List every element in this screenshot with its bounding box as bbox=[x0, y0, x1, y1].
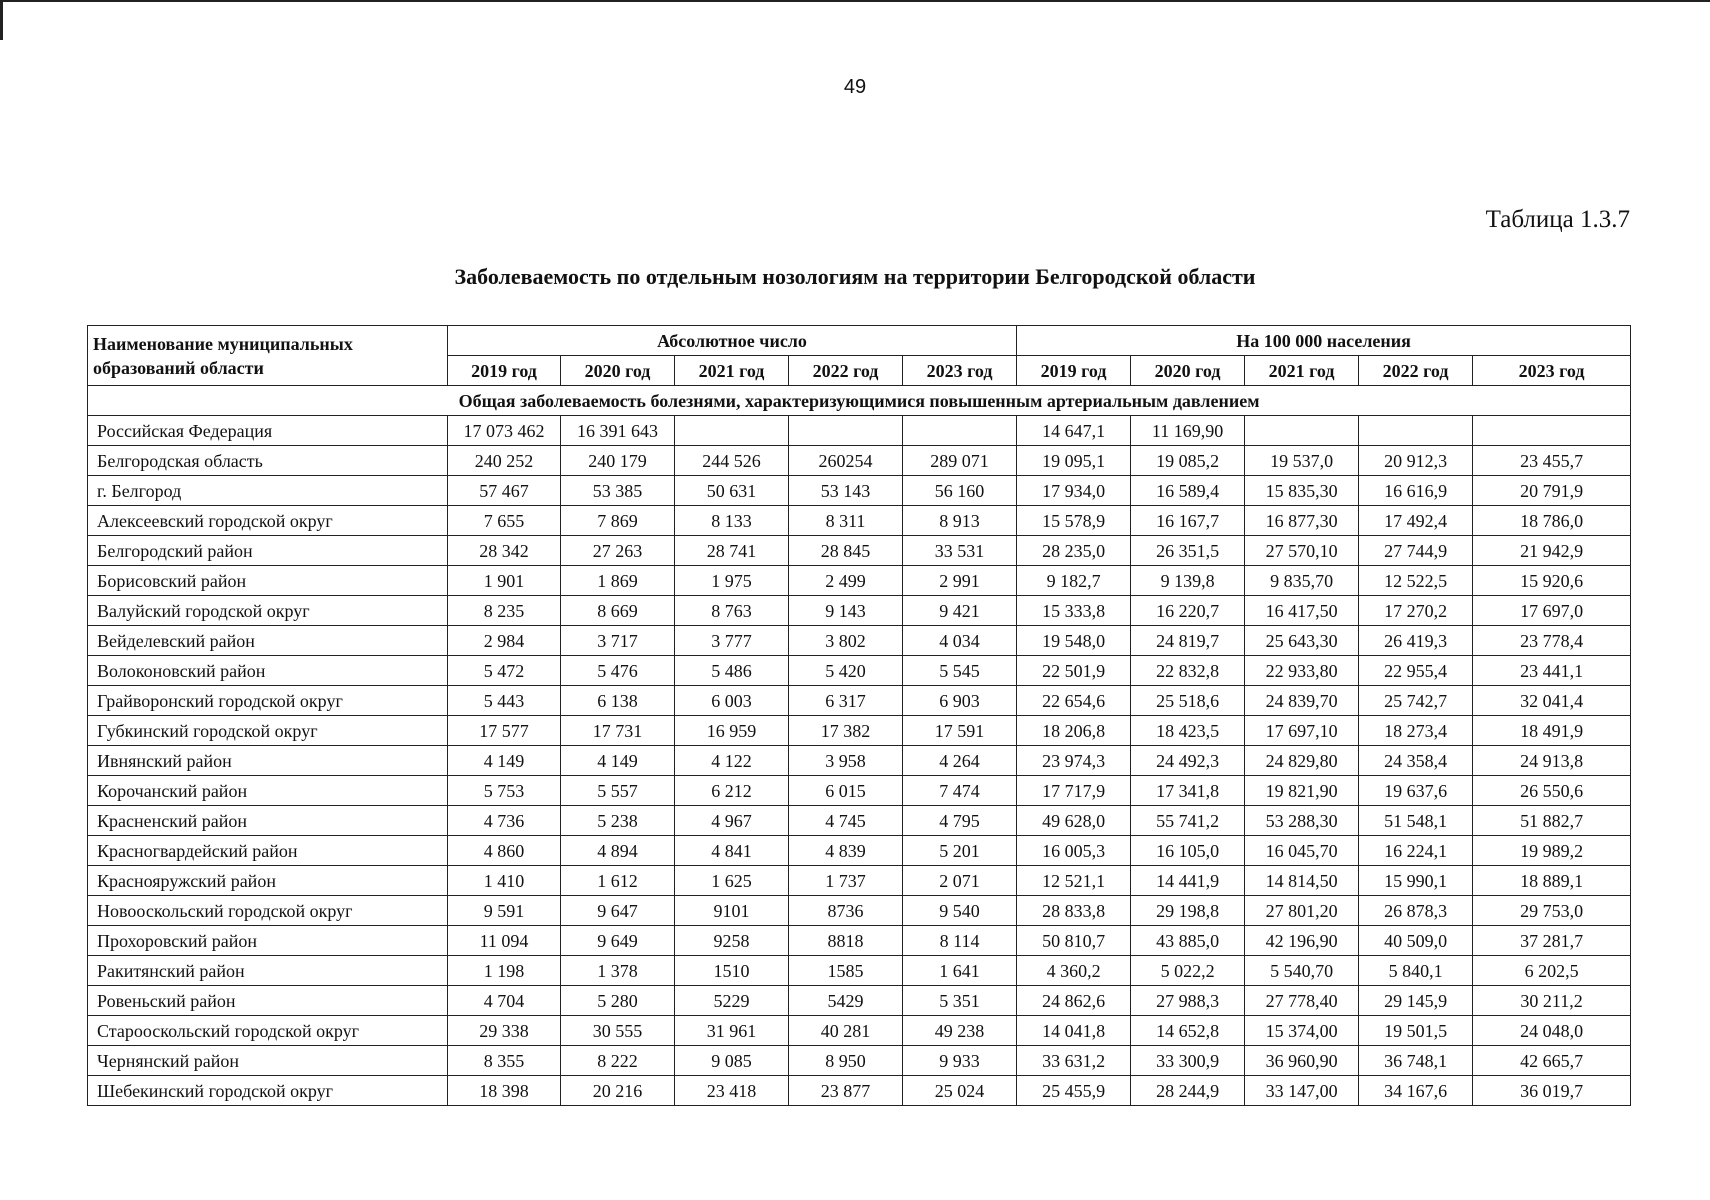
rate-value-cell: 22 832,8 bbox=[1131, 656, 1245, 686]
absolute-value-cell: 23 877 bbox=[789, 1076, 903, 1106]
absolute-value-cell: 56 160 bbox=[903, 476, 1017, 506]
absolute-value-cell: 5 753 bbox=[448, 776, 561, 806]
absolute-value-cell: 4 149 bbox=[561, 746, 675, 776]
rate-value-cell: 12 521,1 bbox=[1017, 866, 1131, 896]
year-header: 2021 год bbox=[675, 356, 789, 386]
municipality-name-cell: Старооскольский городской округ bbox=[88, 1016, 448, 1046]
rate-value-cell: 17 270,2 bbox=[1359, 596, 1473, 626]
rate-value-cell: 23 455,7 bbox=[1473, 446, 1631, 476]
rate-value-cell: 24 862,6 bbox=[1017, 986, 1131, 1016]
municipality-name-cell: Шебекинский городской округ bbox=[88, 1076, 448, 1106]
rate-value-cell: 5 540,70 bbox=[1245, 956, 1359, 986]
rate-value-cell: 16 220,7 bbox=[1131, 596, 1245, 626]
absolute-value-cell: 8818 bbox=[789, 926, 903, 956]
absolute-value-cell: 4 736 bbox=[448, 806, 561, 836]
absolute-value-cell: 40 281 bbox=[789, 1016, 903, 1046]
absolute-value-cell: 5 472 bbox=[448, 656, 561, 686]
absolute-value-cell: 1 625 bbox=[675, 866, 789, 896]
section-row bbox=[88, 386, 1631, 416]
absolute-value-cell: 4 860 bbox=[448, 836, 561, 866]
absolute-value-cell: 3 717 bbox=[561, 626, 675, 656]
rate-value-cell: 22 933,80 bbox=[1245, 656, 1359, 686]
absolute-value-cell: 5 238 bbox=[561, 806, 675, 836]
absolute-value-cell: 240 179 bbox=[561, 446, 675, 476]
municipality-name-cell: Ивнянский район bbox=[88, 746, 448, 776]
rate-value-cell: 19 537,0 bbox=[1245, 446, 1359, 476]
table-row bbox=[88, 596, 1631, 626]
absolute-value-cell: 1 410 bbox=[448, 866, 561, 896]
absolute-value-cell: 28 342 bbox=[448, 536, 561, 566]
rate-value-cell: 26 878,3 bbox=[1359, 896, 1473, 926]
absolute-value-cell: 6 003 bbox=[675, 686, 789, 716]
section-title: Общая заболеваемость болезнями, характеризующимися повышенным артериальным давлением bbox=[88, 386, 1631, 416]
rate-value-cell: 49 628,0 bbox=[1017, 806, 1131, 836]
absolute-value-cell: 4 894 bbox=[561, 836, 675, 866]
absolute-number-group-header: Абсолютное число bbox=[448, 326, 1017, 356]
absolute-value-cell: 33 531 bbox=[903, 536, 1017, 566]
rate-value-cell: 27 744,9 bbox=[1359, 536, 1473, 566]
municipality-name-cell: г. Белгород bbox=[88, 476, 448, 506]
absolute-value-cell: 8 913 bbox=[903, 506, 1017, 536]
table-row bbox=[88, 746, 1631, 776]
absolute-value-cell: 8736 bbox=[789, 896, 903, 926]
municipality-name-cell: Красненский район bbox=[88, 806, 448, 836]
rate-value-cell: 16 005,3 bbox=[1017, 836, 1131, 866]
rate-value-cell: 29 145,9 bbox=[1359, 986, 1473, 1016]
municipality-name-cell: Белгородская область bbox=[88, 446, 448, 476]
rate-value-cell: 42 665,7 bbox=[1473, 1046, 1631, 1076]
rate-value-cell: 20 912,3 bbox=[1359, 446, 1473, 476]
rate-value-cell: 27 778,40 bbox=[1245, 986, 1359, 1016]
absolute-value-cell: 1 378 bbox=[561, 956, 675, 986]
rate-value-cell: 27 570,10 bbox=[1245, 536, 1359, 566]
absolute-value-cell: 6 212 bbox=[675, 776, 789, 806]
rate-value-cell: 17 697,10 bbox=[1245, 716, 1359, 746]
rate-value-cell: 15 333,8 bbox=[1017, 596, 1131, 626]
absolute-value-cell: 18 398 bbox=[448, 1076, 561, 1106]
rate-value-cell: 15 374,00 bbox=[1245, 1016, 1359, 1046]
rate-value-cell: 25 455,9 bbox=[1017, 1076, 1131, 1106]
absolute-value-cell: 4 149 bbox=[448, 746, 561, 776]
rate-value-cell: 18 491,9 bbox=[1473, 716, 1631, 746]
absolute-value-cell: 9 649 bbox=[561, 926, 675, 956]
rate-value-cell: 14 441,9 bbox=[1131, 866, 1245, 896]
absolute-value-cell: 5 351 bbox=[903, 986, 1017, 1016]
table-row bbox=[88, 506, 1631, 536]
absolute-value-cell: 16 391 643 bbox=[561, 416, 675, 446]
absolute-value-cell: 9101 bbox=[675, 896, 789, 926]
rate-value-cell: 36 019,7 bbox=[1473, 1076, 1631, 1106]
table-row bbox=[88, 836, 1631, 866]
rate-value-cell: 18 206,8 bbox=[1017, 716, 1131, 746]
absolute-value-cell: 7 655 bbox=[448, 506, 561, 536]
rate-value-cell: 24 048,0 bbox=[1473, 1016, 1631, 1046]
rate-value-cell: 42 196,90 bbox=[1245, 926, 1359, 956]
rate-value-cell bbox=[1359, 416, 1473, 446]
rate-value-cell: 22 955,4 bbox=[1359, 656, 1473, 686]
rate-value-cell: 55 741,2 bbox=[1131, 806, 1245, 836]
absolute-value-cell: 29 338 bbox=[448, 1016, 561, 1046]
absolute-value-cell: 5429 bbox=[789, 986, 903, 1016]
absolute-value-cell: 28 845 bbox=[789, 536, 903, 566]
rate-value-cell: 15 990,1 bbox=[1359, 866, 1473, 896]
municipality-name-cell: Ровеньский район bbox=[88, 986, 448, 1016]
rate-value-cell: 24 829,80 bbox=[1245, 746, 1359, 776]
page-left-scan-mark bbox=[0, 0, 3, 40]
table-row bbox=[88, 956, 1631, 986]
absolute-value-cell: 1 901 bbox=[448, 566, 561, 596]
rate-value-cell: 17 492,4 bbox=[1359, 506, 1473, 536]
absolute-value-cell: 8 669 bbox=[561, 596, 675, 626]
rate-value-cell: 20 791,9 bbox=[1473, 476, 1631, 506]
rate-value-cell: 18 786,0 bbox=[1473, 506, 1631, 536]
per-100000-group-header: На 100 000 населения bbox=[1017, 326, 1631, 356]
rate-value-cell: 17 717,9 bbox=[1017, 776, 1131, 806]
rate-value-cell: 11 169,90 bbox=[1131, 416, 1245, 446]
municipality-name-cell: Вейделевский район bbox=[88, 626, 448, 656]
table-body bbox=[88, 386, 1631, 1106]
absolute-value-cell: 16 959 bbox=[675, 716, 789, 746]
absolute-value-cell: 8 950 bbox=[789, 1046, 903, 1076]
rate-value-cell: 27 988,3 bbox=[1131, 986, 1245, 1016]
municipality-name-cell: Борисовский район bbox=[88, 566, 448, 596]
rate-value-cell: 17 697,0 bbox=[1473, 596, 1631, 626]
table-row bbox=[88, 716, 1631, 746]
rate-value-cell: 22 501,9 bbox=[1017, 656, 1131, 686]
table-row bbox=[88, 776, 1631, 806]
absolute-value-cell: 289 071 bbox=[903, 446, 1017, 476]
rate-value-cell: 25 518,6 bbox=[1131, 686, 1245, 716]
absolute-value-cell: 5 545 bbox=[903, 656, 1017, 686]
absolute-value-cell: 6 903 bbox=[903, 686, 1017, 716]
absolute-value-cell: 9 647 bbox=[561, 896, 675, 926]
absolute-value-cell: 1 975 bbox=[675, 566, 789, 596]
rate-value-cell: 23 778,4 bbox=[1473, 626, 1631, 656]
rate-value-cell: 15 835,30 bbox=[1245, 476, 1359, 506]
rate-value-cell: 15 578,9 bbox=[1017, 506, 1131, 536]
absolute-value-cell: 8 355 bbox=[448, 1046, 561, 1076]
rate-value-cell: 16 045,70 bbox=[1245, 836, 1359, 866]
absolute-value-cell: 23 418 bbox=[675, 1076, 789, 1106]
absolute-value-cell: 5 420 bbox=[789, 656, 903, 686]
absolute-value-cell: 9 933 bbox=[903, 1046, 1017, 1076]
absolute-value-cell: 4 795 bbox=[903, 806, 1017, 836]
rate-value-cell: 29 198,8 bbox=[1131, 896, 1245, 926]
rate-value-cell: 16 417,50 bbox=[1245, 596, 1359, 626]
rate-value-cell: 19 989,2 bbox=[1473, 836, 1631, 866]
absolute-value-cell: 28 741 bbox=[675, 536, 789, 566]
rate-value-cell: 19 637,6 bbox=[1359, 776, 1473, 806]
rate-value-cell: 40 509,0 bbox=[1359, 926, 1473, 956]
municipality-name-cell: Красногвардейский район bbox=[88, 836, 448, 866]
rate-value-cell: 9 139,8 bbox=[1131, 566, 1245, 596]
rate-value-cell: 17 341,8 bbox=[1131, 776, 1245, 806]
rate-value-cell: 17 934,0 bbox=[1017, 476, 1131, 506]
table-row bbox=[88, 1076, 1631, 1106]
absolute-value-cell: 1 869 bbox=[561, 566, 675, 596]
absolute-value-cell: 4 122 bbox=[675, 746, 789, 776]
rate-value-cell: 36 748,1 bbox=[1359, 1046, 1473, 1076]
absolute-value-cell: 9 085 bbox=[675, 1046, 789, 1076]
table-row bbox=[88, 626, 1631, 656]
municipality-name-cell: Белгородский район bbox=[88, 536, 448, 566]
rate-value-cell: 51 882,7 bbox=[1473, 806, 1631, 836]
absolute-value-cell: 5 201 bbox=[903, 836, 1017, 866]
rate-value-cell: 25 742,7 bbox=[1359, 686, 1473, 716]
absolute-value-cell: 4 839 bbox=[789, 836, 903, 866]
municipality-name-cell: Прохоровский район bbox=[88, 926, 448, 956]
rate-value-cell: 18 273,4 bbox=[1359, 716, 1473, 746]
absolute-value-cell: 17 577 bbox=[448, 716, 561, 746]
absolute-value-cell: 8 311 bbox=[789, 506, 903, 536]
absolute-value-cell: 50 631 bbox=[675, 476, 789, 506]
absolute-value-cell: 4 745 bbox=[789, 806, 903, 836]
absolute-value-cell: 2 499 bbox=[789, 566, 903, 596]
morbidity-table bbox=[87, 325, 1631, 1106]
rate-value-cell: 6 202,5 bbox=[1473, 956, 1631, 986]
absolute-value-cell: 4 967 bbox=[675, 806, 789, 836]
rate-value-cell: 16 105,0 bbox=[1131, 836, 1245, 866]
absolute-value-cell: 9 143 bbox=[789, 596, 903, 626]
rate-value-cell: 4 360,2 bbox=[1017, 956, 1131, 986]
rate-value-cell: 30 211,2 bbox=[1473, 986, 1631, 1016]
absolute-value-cell: 5 443 bbox=[448, 686, 561, 716]
absolute-value-cell: 1510 bbox=[675, 956, 789, 986]
rate-value-cell: 16 224,1 bbox=[1359, 836, 1473, 866]
municipality-name-cell: Краснояружский район bbox=[88, 866, 448, 896]
table-row bbox=[88, 446, 1631, 476]
rate-value-cell bbox=[1473, 416, 1631, 446]
absolute-value-cell: 49 238 bbox=[903, 1016, 1017, 1046]
absolute-value-cell: 1 612 bbox=[561, 866, 675, 896]
absolute-value-cell: 6 317 bbox=[789, 686, 903, 716]
municipality-name-cell: Корочанский район bbox=[88, 776, 448, 806]
absolute-value-cell: 57 467 bbox=[448, 476, 561, 506]
table-row bbox=[88, 536, 1631, 566]
rate-value-cell bbox=[1245, 416, 1359, 446]
municipality-name-cell: Чернянский район bbox=[88, 1046, 448, 1076]
absolute-value-cell: 53 143 bbox=[789, 476, 903, 506]
rate-value-cell: 15 920,6 bbox=[1473, 566, 1631, 596]
municipality-name-cell: Ракитянский район bbox=[88, 956, 448, 986]
rate-value-cell: 32 041,4 bbox=[1473, 686, 1631, 716]
rate-value-cell: 14 647,1 bbox=[1017, 416, 1131, 446]
absolute-value-cell: 17 731 bbox=[561, 716, 675, 746]
absolute-value-cell: 25 024 bbox=[903, 1076, 1017, 1106]
absolute-value-cell: 9 591 bbox=[448, 896, 561, 926]
absolute-value-cell: 5229 bbox=[675, 986, 789, 1016]
table-row bbox=[88, 416, 1631, 446]
absolute-value-cell: 260254 bbox=[789, 446, 903, 476]
rate-value-cell: 14 041,8 bbox=[1017, 1016, 1131, 1046]
absolute-value-cell: 8 763 bbox=[675, 596, 789, 626]
rate-value-cell: 26 351,5 bbox=[1131, 536, 1245, 566]
absolute-value-cell bbox=[675, 416, 789, 446]
absolute-value-cell: 1 641 bbox=[903, 956, 1017, 986]
rate-value-cell: 28 833,8 bbox=[1017, 896, 1131, 926]
table-header-row-groups bbox=[88, 326, 1631, 356]
absolute-value-cell: 3 802 bbox=[789, 626, 903, 656]
table-row bbox=[88, 476, 1631, 506]
absolute-value-cell: 4 264 bbox=[903, 746, 1017, 776]
absolute-value-cell: 5 280 bbox=[561, 986, 675, 1016]
table-row bbox=[88, 1016, 1631, 1046]
absolute-value-cell: 1 737 bbox=[789, 866, 903, 896]
absolute-value-cell: 30 555 bbox=[561, 1016, 675, 1046]
absolute-value-cell: 20 216 bbox=[561, 1076, 675, 1106]
rate-value-cell: 18 423,5 bbox=[1131, 716, 1245, 746]
absolute-value-cell: 5 557 bbox=[561, 776, 675, 806]
municipality-name-cell: Российская Федерация bbox=[88, 416, 448, 446]
municipality-name-cell: Новооскольский городской округ bbox=[88, 896, 448, 926]
absolute-value-cell: 4 704 bbox=[448, 986, 561, 1016]
absolute-value-cell: 7 474 bbox=[903, 776, 1017, 806]
rate-value-cell: 12 522,5 bbox=[1359, 566, 1473, 596]
absolute-value-cell: 240 252 bbox=[448, 446, 561, 476]
absolute-value-cell: 8 133 bbox=[675, 506, 789, 536]
rate-value-cell: 9 182,7 bbox=[1017, 566, 1131, 596]
municipality-name-cell: Валуйский городской округ bbox=[88, 596, 448, 626]
absolute-value-cell: 6 138 bbox=[561, 686, 675, 716]
absolute-value-cell: 2 071 bbox=[903, 866, 1017, 896]
table-row bbox=[88, 686, 1631, 716]
absolute-value-cell: 17 382 bbox=[789, 716, 903, 746]
absolute-value-cell: 5 476 bbox=[561, 656, 675, 686]
rate-value-cell: 37 281,7 bbox=[1473, 926, 1631, 956]
rate-value-cell: 14 814,50 bbox=[1245, 866, 1359, 896]
absolute-value-cell: 17 591 bbox=[903, 716, 1017, 746]
absolute-value-cell: 9258 bbox=[675, 926, 789, 956]
rate-value-cell: 36 960,90 bbox=[1245, 1046, 1359, 1076]
absolute-value-cell: 2 984 bbox=[448, 626, 561, 656]
rate-value-cell: 14 652,8 bbox=[1131, 1016, 1245, 1046]
absolute-value-cell bbox=[903, 416, 1017, 446]
absolute-value-cell: 3 958 bbox=[789, 746, 903, 776]
year-header: 2020 год bbox=[1131, 356, 1245, 386]
absolute-value-cell: 17 073 462 bbox=[448, 416, 561, 446]
rate-value-cell: 34 167,6 bbox=[1359, 1076, 1473, 1106]
rate-value-cell: 27 801,20 bbox=[1245, 896, 1359, 926]
page-top-border bbox=[0, 0, 1710, 2]
rate-value-cell: 24 819,7 bbox=[1131, 626, 1245, 656]
table-row bbox=[88, 866, 1631, 896]
rate-value-cell: 23 441,1 bbox=[1473, 656, 1631, 686]
year-header: 2020 год bbox=[561, 356, 675, 386]
municipality-name-cell: Алексеевский городской округ bbox=[88, 506, 448, 536]
rate-value-cell: 33 300,9 bbox=[1131, 1046, 1245, 1076]
rate-value-cell: 16 167,7 bbox=[1131, 506, 1245, 536]
municipality-name-cell: Волоконовский район bbox=[88, 656, 448, 686]
year-header: 2022 год bbox=[789, 356, 903, 386]
absolute-value-cell: 27 263 bbox=[561, 536, 675, 566]
rate-value-cell: 26 419,3 bbox=[1359, 626, 1473, 656]
absolute-value-cell: 1585 bbox=[789, 956, 903, 986]
absolute-value-cell: 8 222 bbox=[561, 1046, 675, 1076]
year-header: 2021 год bbox=[1245, 356, 1359, 386]
absolute-value-cell: 53 385 bbox=[561, 476, 675, 506]
absolute-value-cell: 9 421 bbox=[903, 596, 1017, 626]
municipality-column-header: Наименование муниципальных образований области bbox=[88, 326, 448, 386]
absolute-value-cell: 244 526 bbox=[675, 446, 789, 476]
year-header: 2019 год bbox=[448, 356, 561, 386]
rate-value-cell: 50 810,7 bbox=[1017, 926, 1131, 956]
table-row bbox=[88, 896, 1631, 926]
year-header: 2023 год bbox=[1473, 356, 1631, 386]
rate-value-cell: 19 501,5 bbox=[1359, 1016, 1473, 1046]
absolute-value-cell: 4 034 bbox=[903, 626, 1017, 656]
municipality-name-cell: Губкинский городской округ bbox=[88, 716, 448, 746]
absolute-value-cell bbox=[789, 416, 903, 446]
rate-value-cell: 5 022,2 bbox=[1131, 956, 1245, 986]
rate-value-cell: 19 821,90 bbox=[1245, 776, 1359, 806]
absolute-value-cell: 1 198 bbox=[448, 956, 561, 986]
rate-value-cell: 21 942,9 bbox=[1473, 536, 1631, 566]
rate-value-cell: 24 492,3 bbox=[1131, 746, 1245, 776]
rate-value-cell: 43 885,0 bbox=[1131, 926, 1245, 956]
table-row bbox=[88, 926, 1631, 956]
rate-value-cell: 24 913,8 bbox=[1473, 746, 1631, 776]
rate-value-cell: 28 235,0 bbox=[1017, 536, 1131, 566]
year-header: 2023 год bbox=[903, 356, 1017, 386]
table-row bbox=[88, 1046, 1631, 1076]
rate-value-cell: 25 643,30 bbox=[1245, 626, 1359, 656]
absolute-value-cell: 6 015 bbox=[789, 776, 903, 806]
rate-value-cell: 16 877,30 bbox=[1245, 506, 1359, 536]
rate-value-cell: 24 839,70 bbox=[1245, 686, 1359, 716]
absolute-value-cell: 3 777 bbox=[675, 626, 789, 656]
absolute-value-cell: 8 235 bbox=[448, 596, 561, 626]
rate-value-cell: 9 835,70 bbox=[1245, 566, 1359, 596]
absolute-value-cell: 7 869 bbox=[561, 506, 675, 536]
document-title: Заболеваемость по отдельным нозологиям на территории Белгородской области bbox=[454, 264, 1256, 289]
year-header: 2022 год bbox=[1359, 356, 1473, 386]
municipality-name-cell: Грайворонский городской округ bbox=[88, 686, 448, 716]
absolute-value-cell: 2 991 bbox=[903, 566, 1017, 596]
rate-value-cell: 16 589,4 bbox=[1131, 476, 1245, 506]
table-row bbox=[88, 986, 1631, 1016]
rate-value-cell: 16 616,9 bbox=[1359, 476, 1473, 506]
rate-value-cell: 19 085,2 bbox=[1131, 446, 1245, 476]
year-header: 2019 год bbox=[1017, 356, 1131, 386]
table-row bbox=[88, 806, 1631, 836]
absolute-value-cell: 9 540 bbox=[903, 896, 1017, 926]
rate-value-cell: 33 147,00 bbox=[1245, 1076, 1359, 1106]
rate-value-cell: 29 753,0 bbox=[1473, 896, 1631, 926]
table-row bbox=[88, 656, 1631, 686]
rate-value-cell: 22 654,6 bbox=[1017, 686, 1131, 716]
absolute-value-cell: 11 094 bbox=[448, 926, 561, 956]
table-row bbox=[88, 566, 1631, 596]
absolute-value-cell: 31 961 bbox=[675, 1016, 789, 1046]
rate-value-cell: 33 631,2 bbox=[1017, 1046, 1131, 1076]
table-label: Таблица 1.3.7 bbox=[1485, 206, 1630, 233]
rate-value-cell: 5 840,1 bbox=[1359, 956, 1473, 986]
rate-value-cell: 19 548,0 bbox=[1017, 626, 1131, 656]
absolute-value-cell: 4 841 bbox=[675, 836, 789, 866]
rate-value-cell: 26 550,6 bbox=[1473, 776, 1631, 806]
rate-value-cell: 24 358,4 bbox=[1359, 746, 1473, 776]
rate-value-cell: 18 889,1 bbox=[1473, 866, 1631, 896]
rate-value-cell: 53 288,30 bbox=[1245, 806, 1359, 836]
page-number: 49 bbox=[843, 76, 867, 98]
absolute-value-cell: 5 486 bbox=[675, 656, 789, 686]
rate-value-cell: 23 974,3 bbox=[1017, 746, 1131, 776]
rate-value-cell: 51 548,1 bbox=[1359, 806, 1473, 836]
rate-value-cell: 19 095,1 bbox=[1017, 446, 1131, 476]
absolute-value-cell: 8 114 bbox=[903, 926, 1017, 956]
rate-value-cell: 28 244,9 bbox=[1131, 1076, 1245, 1106]
